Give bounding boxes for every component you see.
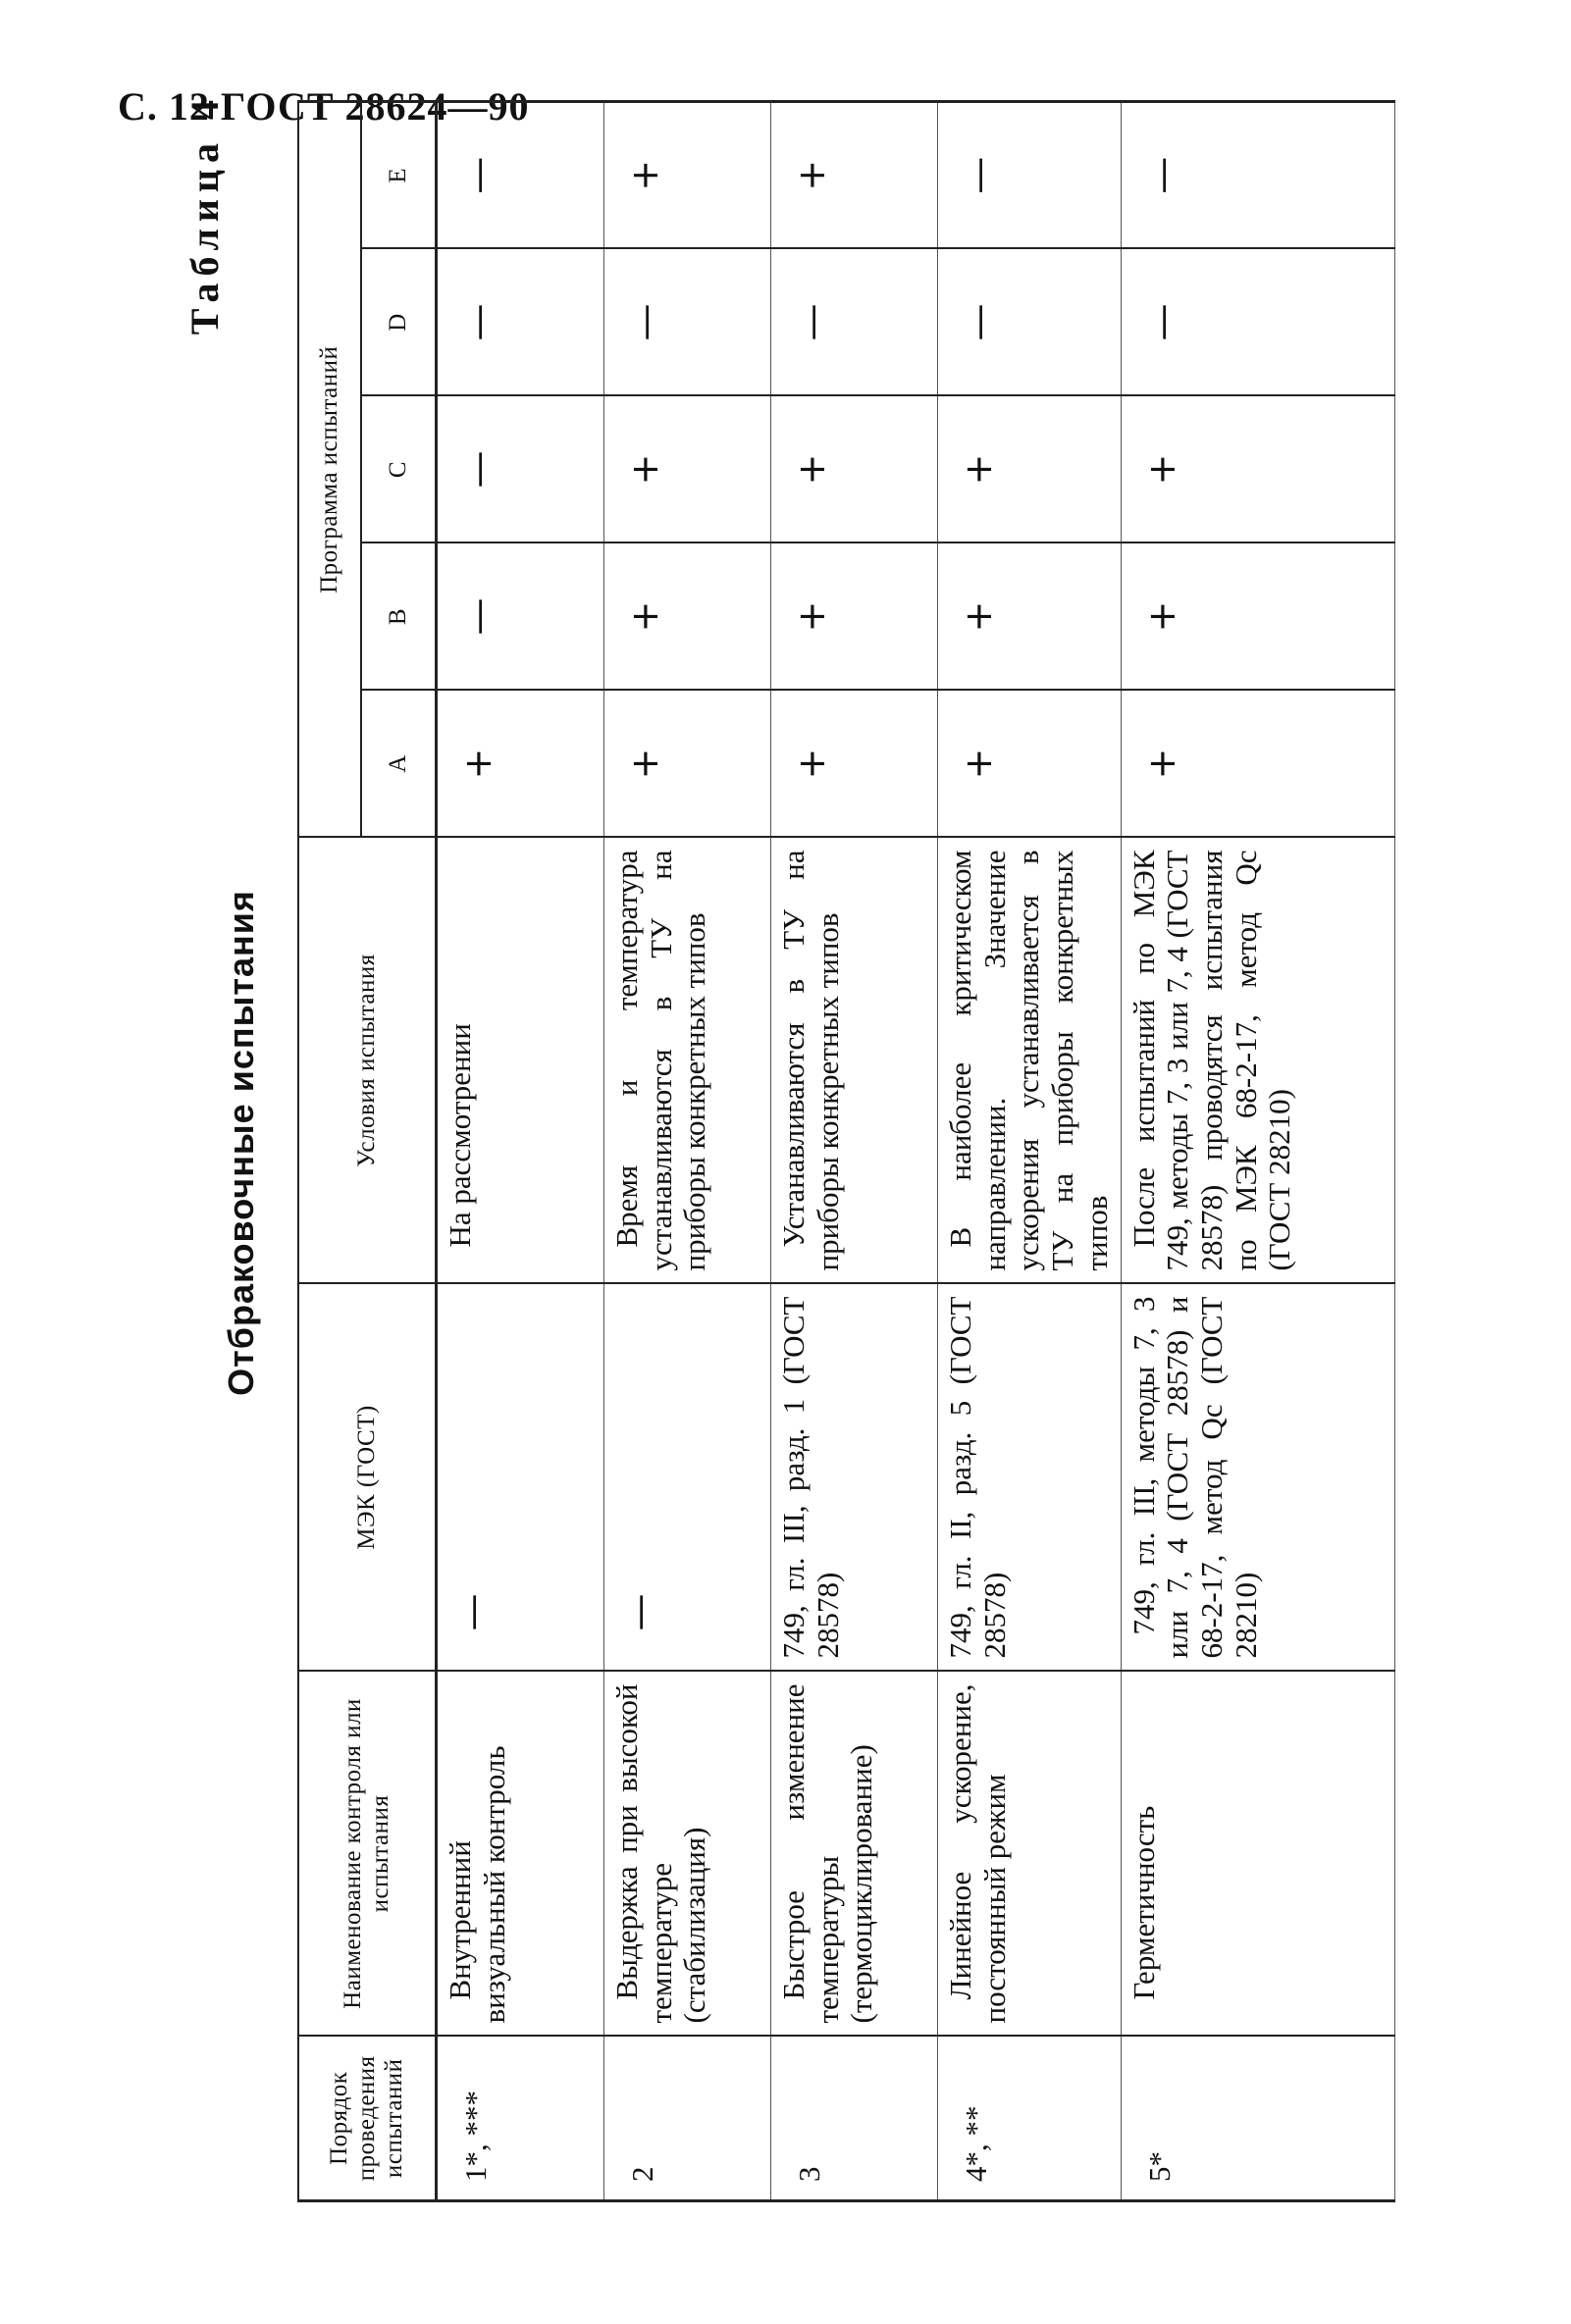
row-order: 3 <box>771 2037 938 2201</box>
row-name: Быстрое изменение температуры (термоциклирование) <box>771 1672 938 2037</box>
row-conditions: Устанавливаются в ТУ на приборы конкретных типов <box>771 838 938 1284</box>
row-mark-b: + <box>771 543 938 691</box>
row-iec: 749, гл. III, разд. 1 (ГОСТ 28578) <box>771 1284 938 1672</box>
row-mark-e: + <box>604 101 771 248</box>
row-conditions: Время и температура устанавливаются в ТУ на приборы конкретных типов <box>604 838 771 1284</box>
table-row <box>938 101 1122 2200</box>
col-header-iec: МЭК (ГОСТ) <box>298 1284 437 1672</box>
col-header-conditions: Условия испытания <box>298 838 437 1284</box>
row-iec: — <box>437 1284 604 1672</box>
row-conditions: После испытаний по МЭК 749, методы 7, 3 или 7, 4 (ГОСТ 28578) проводятся испытания по МЭК 68-2-17, метод Qc (ГОСТ 28210) <box>1121 838 1394 1284</box>
row-mark-a: + <box>938 691 1122 838</box>
row-mark-a: + <box>1121 691 1394 838</box>
row-mark-c: + <box>938 396 1122 543</box>
row-mark-b: + <box>1121 543 1394 691</box>
row-name: Внутренний визуальный контроль <box>437 1672 604 2037</box>
screening-tests-table <box>297 100 1395 2202</box>
row-order: 1*, *** <box>437 2037 604 2201</box>
col-header-program-c: C <box>361 396 437 543</box>
rotated-table-region <box>182 64 1571 2222</box>
row-mark-e: — <box>938 101 1122 248</box>
row-iec: 749, гл. II, разд. 5 (ГОСТ 28578) <box>938 1284 1122 1672</box>
row-mark-b: — <box>437 543 604 691</box>
table-row <box>604 101 771 2200</box>
row-mark-c: + <box>604 396 771 543</box>
row-mark-a: + <box>771 691 938 838</box>
row-mark-a: + <box>604 691 771 838</box>
col-header-program-d: D <box>361 249 437 396</box>
table-number: Таблица 4 <box>183 93 227 336</box>
row-iec: — <box>604 1284 771 1672</box>
row-name: Выдержка при высокой температуре (стабилизация) <box>604 1672 771 2037</box>
row-order: 4*, ** <box>938 2037 1122 2201</box>
table-row <box>1121 101 1394 2200</box>
row-order: 2 <box>604 2037 771 2201</box>
row-mark-e: + <box>771 101 938 248</box>
row-mark-e: — <box>437 101 604 248</box>
row-conditions: В наиболее критическом направлении. Значение ускорения устанавливается в ТУ на приборы конкретных типов <box>938 838 1122 1284</box>
row-mark-a: + <box>437 691 604 838</box>
row-mark-d: — <box>938 249 1122 396</box>
row-mark-c: + <box>1121 396 1394 543</box>
col-header-program: Программа испытаний <box>298 101 361 837</box>
row-mark-d: — <box>604 249 771 396</box>
row-name: Герметичность <box>1121 1672 1394 2037</box>
row-name: Линейное ускорение, постоянный режим <box>938 1672 1122 2037</box>
row-mark-e: — <box>1121 101 1394 248</box>
row-conditions: На рассмотрении <box>437 838 604 1284</box>
col-header-name: Наименование контроля или испытания <box>298 1672 437 2037</box>
row-mark-d: — <box>771 249 938 396</box>
row-mark-d: — <box>437 249 604 396</box>
table-row <box>437 101 604 2200</box>
col-header-program-e: E <box>361 101 437 248</box>
col-header-program-a: A <box>361 691 437 838</box>
row-mark-c: — <box>437 396 604 543</box>
table-title: Отбраковочные испытания <box>221 890 261 1396</box>
row-order: 5* <box>1121 2037 1394 2201</box>
col-header-order: Порядок проведения испытаний <box>298 2037 437 2201</box>
row-mark-c: + <box>771 396 938 543</box>
page-header: С. 12 ГОСТ 28624—90 <box>118 84 530 129</box>
row-mark-b: + <box>938 543 1122 691</box>
col-header-program-b: B <box>361 543 437 691</box>
row-mark-b: + <box>604 543 771 691</box>
row-mark-d: — <box>1121 249 1394 396</box>
row-iec: 749, гл. III, методы 7, 3 или 7, 4 (ГОСТ 28578) и 68-2-17, метод Qc (ГОСТ 28210) <box>1121 1284 1394 1672</box>
table-row <box>771 101 938 2200</box>
